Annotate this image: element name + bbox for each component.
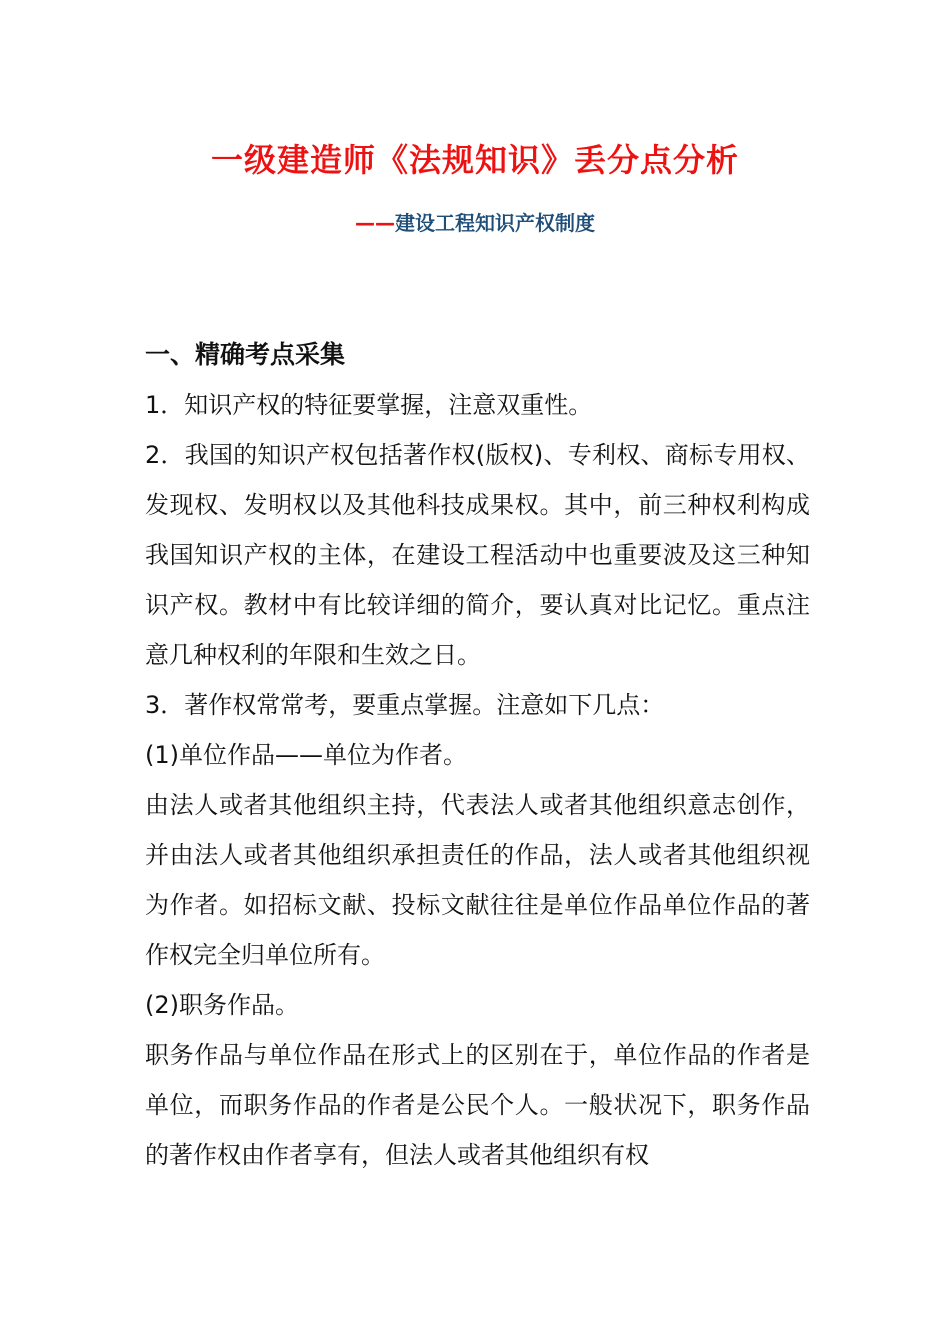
paragraph-1: 1．知识产权的特征要掌握，注意双重性。 xyxy=(145,391,593,419)
document-title: 一级建造师《法规知识》丢分点分析 xyxy=(210,141,739,179)
paragraph-6: (2)职务作品。 xyxy=(145,991,299,1019)
subtitle-text: 建设工程知识产权制度 xyxy=(395,211,595,235)
paragraph-4: (1)单位作品——单位为作者。 xyxy=(145,741,467,769)
document-body xyxy=(145,330,810,1180)
document-subtitle xyxy=(0,206,950,240)
paragraph-2: 2．我国的知识产权包括著作权(版权)、专利权、商标专用权、发现权、发明权以及其他科技成果权。其中，前三种权利构成我国知识产权的主体，在建设工程活动中也重要波及这三种知识产权。教材中有比较详细的简介，要认真对比记忆。重点注意几种权利的年限和生效之日。 xyxy=(145,441,810,669)
section-heading: 一、精确考点采集 xyxy=(145,340,346,369)
subtitle-dash: —— xyxy=(355,211,395,235)
paragraph-7: 职务作品与单位作品在形式上的区别在于，单位作品的作者是单位，而职务作品的作者是公民个人。一般状况下，职务作品的著作权由作者享有，但法人或者其他组织有权 xyxy=(145,1041,810,1169)
paragraph-3: 3．著作权常常考，要重点掌握。注意如下几点： xyxy=(145,691,665,719)
paragraph-5: 由法人或者其他组织主持，代表法人或者其他组织意志创作，并由法人或者其他组织承担责任的作品，法人或者其他组织视为作者。如招标文献、投标文献往往是单位作品单位作品的著作权完全归单位所有。 xyxy=(145,791,810,969)
